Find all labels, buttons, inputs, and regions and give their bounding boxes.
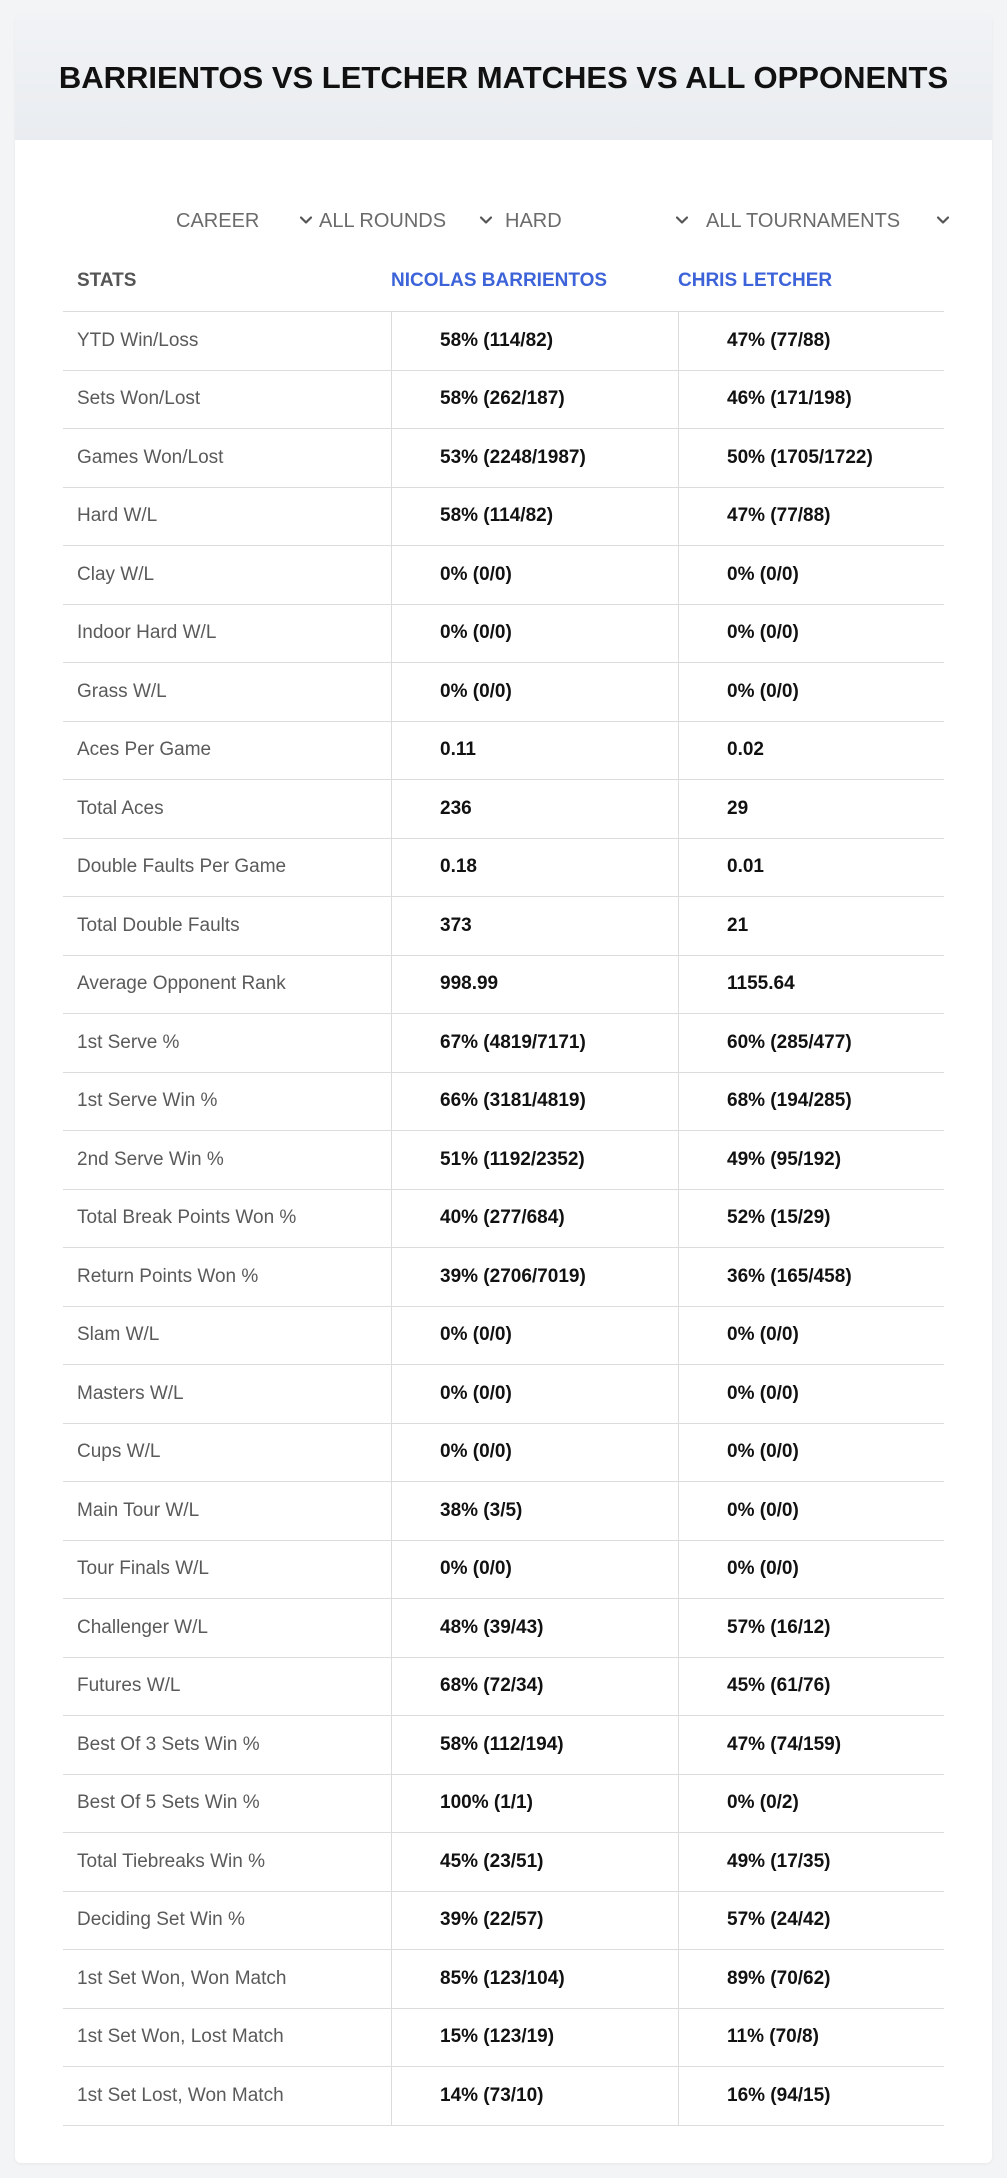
stat-label: 2nd Serve Win % <box>77 1148 224 1170</box>
stat-label: 1st Set Lost, Won Match <box>77 2084 284 2106</box>
filter-period[interactable] <box>176 186 316 256</box>
column-divider <box>678 1775 679 1833</box>
column-header-player1[interactable]: NICOLAS BARRIENTOS <box>391 270 608 291</box>
column-divider <box>678 1599 679 1657</box>
stat-label: Indoor Hard W/L <box>77 622 217 644</box>
table-row <box>63 1307 944 1366</box>
player1-value: 100% (1/1) <box>440 1792 533 1814</box>
column-divider <box>391 546 392 604</box>
player1-value: 48% (39/43) <box>440 1616 544 1638</box>
column-divider <box>391 1775 392 1833</box>
column-divider <box>391 605 392 663</box>
table-row <box>63 1073 944 1132</box>
player1-value: 0% (0/0) <box>440 563 512 585</box>
player2-value: 49% (95/192) <box>727 1148 842 1170</box>
column-header-stats: STATS <box>77 270 137 291</box>
column-divider <box>678 546 679 604</box>
filter-bar <box>15 186 992 256</box>
stat-label: Slam W/L <box>77 1324 160 1346</box>
column-header-player2[interactable]: CHRIS LETCHER <box>678 270 833 291</box>
stat-label: 1st Set Won, Won Match <box>77 1967 287 1989</box>
player1-value: 45% (23/51) <box>440 1850 544 1872</box>
player2-value: 16% (94/15) <box>727 2084 831 2106</box>
column-divider <box>391 2009 392 2067</box>
stat-label: Return Points Won % <box>77 1265 259 1287</box>
column-divider <box>391 1541 392 1599</box>
column-divider <box>678 722 679 780</box>
stat-label: Double Faults Per Game <box>77 856 287 878</box>
stat-label: YTD Win/Loss <box>77 329 199 351</box>
stat-label: Masters W/L <box>77 1382 184 1404</box>
stat-label: Aces Per Game <box>77 739 212 761</box>
column-divider <box>678 1716 679 1774</box>
filter-rounds-value: ALL ROUNDS <box>319 209 447 232</box>
table-row <box>63 722 944 781</box>
table-row <box>63 2009 944 2068</box>
player1-value: 66% (3181/4819) <box>440 1090 586 1112</box>
column-divider <box>678 897 679 955</box>
stats-card <box>15 15 992 2163</box>
column-divider <box>678 1365 679 1423</box>
table-row <box>63 1482 944 1541</box>
player1-value: 0% (0/0) <box>440 622 512 644</box>
player1-value: 58% (114/82) <box>440 505 554 527</box>
column-divider <box>391 2067 392 2125</box>
table-row <box>63 1658 944 1717</box>
column-divider <box>678 1073 679 1131</box>
table-row <box>63 663 944 722</box>
column-divider <box>678 2067 679 2125</box>
player2-value: 60% (285/477) <box>727 1031 852 1053</box>
column-divider <box>391 1658 392 1716</box>
table-row <box>63 1892 944 1951</box>
table-row <box>63 1424 944 1483</box>
stat-label: 1st Serve Win % <box>77 1090 218 1112</box>
stat-label: Cups W/L <box>77 1441 161 1463</box>
player2-value: 68% (194/285) <box>727 1090 852 1112</box>
player1-value: 15% (123/19) <box>440 2026 555 2048</box>
table-row <box>63 371 944 430</box>
table-row <box>63 1248 944 1307</box>
table-row <box>63 1190 944 1249</box>
table-row <box>63 605 944 664</box>
column-divider <box>391 371 392 429</box>
stat-label: Total Aces <box>77 797 164 819</box>
column-divider <box>391 722 392 780</box>
filter-surface-value: HARD <box>505 209 562 232</box>
chevron-down-icon <box>297 211 315 229</box>
column-divider <box>678 956 679 1014</box>
column-divider <box>391 1599 392 1657</box>
table-row <box>63 897 944 956</box>
table-row <box>63 780 944 839</box>
player1-value: 39% (22/57) <box>440 1909 544 1931</box>
table-header <box>63 251 944 312</box>
column-divider <box>391 1131 392 1189</box>
column-divider <box>678 429 679 487</box>
column-divider <box>678 1892 679 1950</box>
chevron-down-icon <box>673 211 691 229</box>
player1-value: 51% (1192/2352) <box>440 1148 585 1170</box>
column-divider <box>678 1307 679 1365</box>
player1-value: 998.99 <box>440 973 499 995</box>
column-divider <box>678 1950 679 2008</box>
player2-value: 0% (0/0) <box>727 1324 799 1346</box>
player1-value: 0.18 <box>440 856 477 878</box>
table-row <box>63 1599 944 1658</box>
table-row <box>63 839 944 898</box>
column-divider <box>391 1424 392 1482</box>
player2-value: 29 <box>727 797 749 819</box>
player2-value: 0% (0/0) <box>727 680 799 702</box>
column-divider <box>678 488 679 546</box>
stat-label: Best Of 5 Sets Win % <box>77 1792 260 1814</box>
column-divider <box>678 1131 679 1189</box>
column-divider <box>678 1833 679 1891</box>
player2-value: 57% (16/12) <box>727 1616 831 1638</box>
table-row <box>63 1833 944 1892</box>
filter-period-value: CAREER <box>176 209 260 232</box>
column-divider <box>678 1190 679 1248</box>
column-divider <box>678 312 679 370</box>
player1-value: 0.11 <box>440 739 476 761</box>
column-divider <box>391 1950 392 2008</box>
player2-value: 89% (70/62) <box>727 1967 831 1989</box>
stat-label: Best Of 3 Sets Win % <box>77 1733 260 1755</box>
table-row <box>63 429 944 488</box>
column-divider <box>391 780 392 838</box>
player1-value: 0% (0/0) <box>440 1324 512 1346</box>
column-divider <box>391 1833 392 1891</box>
table-row <box>63 1775 944 1834</box>
table-row <box>63 956 944 1015</box>
column-divider <box>678 605 679 663</box>
player1-value: 58% (112/194) <box>440 1733 564 1755</box>
column-divider <box>678 2009 679 2067</box>
player2-value: 0% (0/0) <box>727 563 799 585</box>
player2-value: 47% (77/88) <box>727 505 831 527</box>
player1-value: 373 <box>440 914 472 936</box>
stat-label: Total Break Points Won % <box>77 1207 297 1229</box>
player1-value: 0% (0/0) <box>440 1382 512 1404</box>
player1-value: 0% (0/0) <box>440 680 512 702</box>
table-row <box>63 1131 944 1190</box>
player2-value: 49% (17/35) <box>727 1850 831 1872</box>
table-row <box>63 1014 944 1073</box>
column-divider <box>391 1248 392 1306</box>
page-title: BARRIENTOS VS LETCHER MATCHES VS ALL OPPONENTS <box>58 59 949 95</box>
player1-value: 53% (2248/1987) <box>440 446 586 468</box>
column-divider <box>678 663 679 721</box>
player2-value: 57% (24/42) <box>727 1909 831 1931</box>
table-row <box>63 2067 944 2126</box>
column-divider <box>678 1014 679 1072</box>
player1-value: 0% (0/0) <box>440 1441 512 1463</box>
stat-label: Main Tour W/L <box>77 1499 200 1521</box>
column-divider <box>391 1365 392 1423</box>
table-body <box>63 312 944 2126</box>
player2-value: 11% (70/8) <box>727 2026 819 2048</box>
player2-value: 52% (15/29) <box>727 1207 831 1229</box>
stat-label: Average Opponent Rank <box>77 973 286 995</box>
column-divider <box>391 1892 392 1950</box>
stat-label: Sets Won/Lost <box>77 388 201 410</box>
filter-rounds[interactable] <box>319 186 499 256</box>
player2-value: 0% (0/0) <box>727 1558 799 1580</box>
column-divider <box>678 371 679 429</box>
player1-value: 58% (114/82) <box>440 329 554 351</box>
filter-surface[interactable] <box>505 186 695 256</box>
player2-value: 50% (1705/1722) <box>727 446 873 468</box>
stat-label: Games Won/Lost <box>77 446 224 468</box>
stat-label: Grass W/L <box>77 680 167 702</box>
table-row <box>63 1950 944 2009</box>
column-divider <box>391 1073 392 1131</box>
column-divider <box>391 488 392 546</box>
table-row <box>63 1716 944 1775</box>
stat-label: Futures W/L <box>77 1675 181 1697</box>
player1-value: 40% (277/684) <box>440 1207 565 1229</box>
stat-label: 1st Set Won, Lost Match <box>77 2026 284 2048</box>
player2-value: 21 <box>727 914 749 936</box>
stat-label: Deciding Set Win % <box>77 1909 245 1931</box>
player2-value: 47% (77/88) <box>727 329 831 351</box>
player1-value: 236 <box>440 797 472 819</box>
card-header <box>15 15 992 140</box>
player2-value: 45% (61/76) <box>727 1675 831 1697</box>
player2-value: 0.02 <box>727 739 764 761</box>
player2-value: 0% (0/0) <box>727 1499 799 1521</box>
player1-value: 0% (0/0) <box>440 1558 512 1580</box>
filter-tournaments[interactable] <box>706 186 956 256</box>
stat-label: Challenger W/L <box>77 1616 208 1638</box>
player2-value: 0% (0/2) <box>727 1792 799 1814</box>
player1-value: 38% (3/5) <box>440 1499 523 1521</box>
stat-label: Total Double Faults <box>77 914 240 936</box>
column-divider <box>678 1424 679 1482</box>
stat-label: Tour Finals W/L <box>77 1558 209 1580</box>
player2-value: 0% (0/0) <box>727 622 799 644</box>
column-divider <box>678 1248 679 1306</box>
column-divider <box>678 839 679 897</box>
column-divider <box>391 1190 392 1248</box>
stat-label: Total Tiebreaks Win % <box>77 1850 265 1872</box>
column-divider <box>391 1482 392 1540</box>
column-divider <box>391 1307 392 1365</box>
column-divider <box>391 1716 392 1774</box>
table-row <box>63 546 944 605</box>
column-divider <box>391 839 392 897</box>
column-divider <box>678 780 679 838</box>
column-divider <box>678 1482 679 1540</box>
player2-value: 0.01 <box>727 856 764 878</box>
player1-value: 67% (4819/7171) <box>440 1031 586 1053</box>
column-divider <box>391 897 392 955</box>
column-divider <box>391 1014 392 1072</box>
column-divider <box>678 1541 679 1599</box>
player1-value: 14% (73/10) <box>440 2084 544 2106</box>
player2-value: 46% (171/198) <box>727 388 852 410</box>
column-divider <box>391 956 392 1014</box>
player2-value: 36% (165/458) <box>727 1265 852 1287</box>
player2-value: 1155.64 <box>727 973 795 995</box>
player2-value: 47% (74/159) <box>727 1733 842 1755</box>
stat-label: Hard W/L <box>77 505 158 527</box>
player1-value: 39% (2706/7019) <box>440 1265 586 1287</box>
player1-value: 58% (262/187) <box>440 388 565 410</box>
column-divider <box>391 312 392 370</box>
player2-value: 0% (0/0) <box>727 1382 799 1404</box>
column-divider <box>391 663 392 721</box>
stat-label: 1st Serve % <box>77 1031 180 1053</box>
column-divider <box>391 429 392 487</box>
table-row <box>63 1541 944 1600</box>
table-row <box>63 312 944 371</box>
filter-tournaments-value: ALL TOURNAMENTS <box>706 209 901 232</box>
chevron-down-icon <box>934 211 952 229</box>
table-row <box>63 1365 944 1424</box>
stat-label: Clay W/L <box>77 563 155 585</box>
column-divider <box>678 1658 679 1716</box>
player2-value: 0% (0/0) <box>727 1441 799 1463</box>
chevron-down-icon <box>477 211 495 229</box>
player1-value: 85% (123/104) <box>440 1967 565 1989</box>
table-row <box>63 488 944 547</box>
stats-table <box>63 251 944 2126</box>
player1-value: 68% (72/34) <box>440 1675 544 1697</box>
